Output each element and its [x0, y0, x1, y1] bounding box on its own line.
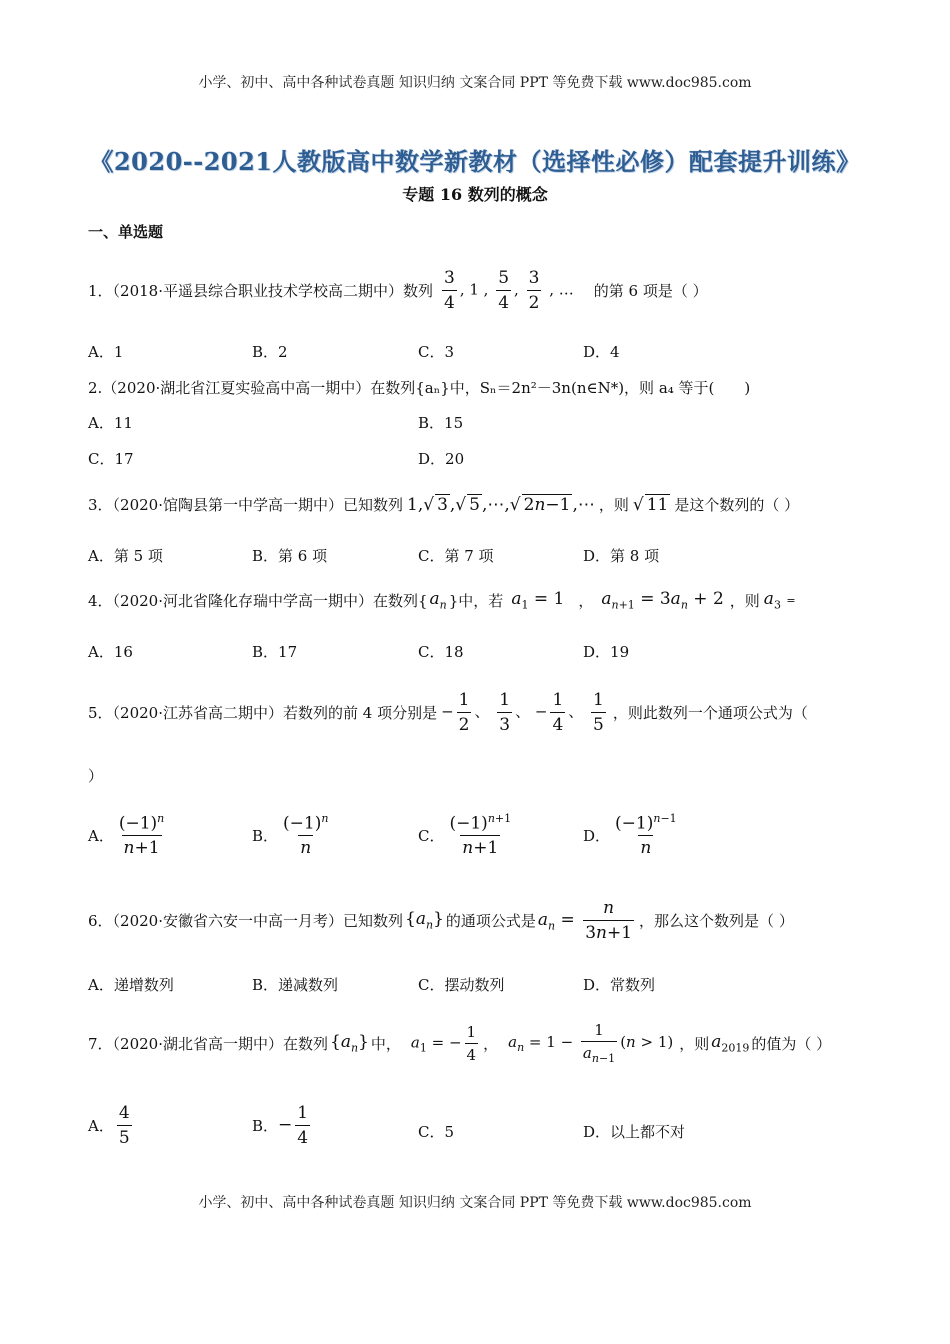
question-7-stem-a: 7．（2020·湖北省高一期中）在数列 — [88, 1034, 328, 1053]
question-6-option-a: A．递增数列 — [88, 976, 174, 994]
question-4-stem-a: 4．（2020·河北省隆化存瑞中学高一期中）在数列{ — [88, 591, 428, 610]
question-4-option-c: C．18 — [418, 643, 464, 661]
question-1-stem-b: 的第 6 项是（ ） — [593, 281, 708, 300]
question-1-stem-a: 1．（2018·平遥县综合职业技术学校高二期中）数列 — [88, 281, 433, 300]
question-5-option-c: C． $\frac{(-1)^{n+1}}{n+1}$ — [418, 811, 512, 859]
document-title: 《2020--2021人教版高中数学新教材（选择性必修）配套提升训练》 — [89, 147, 861, 176]
question-7-recurrence: $a_n = 1$ − $\frac{1}{a_{n-1}}$ (n > 1) — [508, 1021, 674, 1065]
question-4: 4．（2020·河北省隆化存瑞中学高一期中）在数列{ $a_n$ }中，若 $a_1 = 1$ ， $a_{n+1} = 3a_n + 2$ ，则 $a_3$ = — [88, 588, 796, 612]
document-subtitle: 专题 16 数列的概念 — [402, 185, 548, 204]
question-6-formula: $a_n$ = $\frac{n}{3n+1}$ — [537, 897, 633, 943]
question-7-option-a: A． $\frac{4}{5}$ — [88, 1102, 130, 1148]
question-4-option-b: B．17 — [252, 643, 298, 661]
question-4-stem-b: }中，若 — [448, 591, 504, 610]
question-6-option-d: D．常数列 — [583, 976, 656, 994]
page-footer: 小学、初中、高中各种试卷真题 知识归纳 文案合同 PPT 等免费下载 www.doc985.com — [198, 1195, 752, 1211]
question-7-stem-d: 的值为（ ） — [751, 1034, 832, 1053]
question-5-terms: − $\frac{1}{2}$ 、 $\frac{1}{3}$ 、 − $\frac{1}{4}$ 、 $\frac{1}{5}$ — [441, 689, 604, 735]
page-header: 小学、初中、高中各种试卷真题 知识归纳 文案合同 PPT 等免费下载 www.doc985.com — [198, 75, 752, 91]
question-3-stem-b: ，则 — [598, 495, 629, 514]
question-4-option-a: A．16 — [88, 643, 133, 661]
question-1-option-a: A．1 — [88, 343, 124, 361]
question-6: 6．（2020·安徽省六安一中高一月考）已知数列 $\{a_n\}$ 的通项公式是 $a_n$ = $\frac{n}{3n+1}$ ，那么这个数列是（ ） — [88, 897, 794, 943]
question-3-stem-a: 3．（2020·馆陶县第一中学高一期中）已知数列 — [88, 495, 403, 514]
question-3-sqrt-11: √ 11 — [632, 494, 669, 515]
question-7-option-c: C．5 — [418, 1123, 455, 1141]
question-6-option-b: B．递减数列 — [252, 976, 339, 994]
question-7-stem-c: ，则 — [679, 1034, 710, 1053]
question-3-option-a: A．第 5 项 — [88, 547, 163, 565]
question-4-stem-c: ，则 — [729, 591, 760, 610]
question-4-initial: $a_1 = 1$ — [511, 588, 565, 612]
question-3 — [88, 482, 799, 526]
question-5-stem-a: 5．（2020·江苏省高二期中）若数列的前 4 项分别是 — [88, 703, 438, 722]
question-3-option-c: C．第 7 项 — [418, 547, 494, 565]
question-2-stem: 2.（2020·湖北省江夏实验高中高一期中）在数列{aₙ}中，Sₙ＝2n²－3n(n∈N*)，则 a₄ 等于( ) — [88, 379, 751, 397]
question-5-stem-b: ，则此数列一个通项公式为（ — [612, 703, 808, 722]
question-3-sequence: 1,√ 3 ,√ 5 ,⋯,√ 2n−1 ,⋯ — [407, 494, 595, 515]
question-1-option-b: B．2 — [252, 343, 288, 361]
question-5-option-d: D． $\frac{(-1)^{n-1}}{n}$ — [583, 811, 677, 859]
question-6-stem-c: ，那么这个数列是（ ） — [639, 911, 794, 930]
question-7: 7．（2020·湖北省高一期中）在数列 $\{a_n\}$ 中， $a_1$ = − $\frac{1}{4}$ ， $a_n = 1$ − $\frac{1}{a_{n-1}}$ (n > 1) ，则 $a_{2019}$ 的值为（ ） — [88, 1021, 832, 1065]
question-2-option-c: C．17 — [88, 450, 134, 468]
question-4-option-d: D．19 — [583, 643, 630, 661]
question-1-sequence: $\frac{3}{4}$ , 1 , $\frac{5}{4}$ , $\frac{3}{2}$ , … — [444, 267, 574, 313]
question-5-option-b: B． $\frac{(-1)^n}{n}$ — [252, 811, 329, 859]
question-1 — [88, 250, 708, 330]
question-3-stem-c: 是这个数列的（ ） — [674, 495, 800, 514]
question-7-initial: $a_1$ = − $\frac{1}{4}$ — [410, 1022, 477, 1064]
question-1-option-d: D．4 — [583, 343, 620, 361]
question-6-stem-b: 的通项公式是 — [445, 911, 536, 930]
question-6-option-c: C．摆动数列 — [418, 976, 505, 994]
question-2-option-a: A．11 — [88, 414, 133, 432]
section-heading: 一、单选题 — [88, 223, 164, 241]
question-4-recurrence: $a_{n+1} = 3a_n + 2$ — [601, 588, 724, 612]
question-1-option-c: C．3 — [418, 343, 455, 361]
question-5-stem-c: ） — [88, 767, 104, 785]
question-6-stem-a: 6．（2020·安徽省六安一中高一月考）已知数列 — [88, 911, 403, 930]
question-7-stem-b: 中， — [370, 1034, 401, 1053]
question-7-option-d: D．以上都不对 — [583, 1123, 686, 1141]
question-5-option-a: A． $\frac{(-1)^n}{n+1}$ — [88, 811, 165, 859]
question-7-option-b: B． − $\frac{1}{4}$ — [252, 1102, 309, 1148]
question-2-option-d: D．20 — [418, 450, 465, 468]
question-5 — [88, 672, 808, 752]
question-3-option-d: D．第 8 项 — [583, 547, 660, 565]
question-3-option-b: B．第 6 项 — [252, 547, 328, 565]
question-2-option-b: B．15 — [418, 414, 464, 432]
